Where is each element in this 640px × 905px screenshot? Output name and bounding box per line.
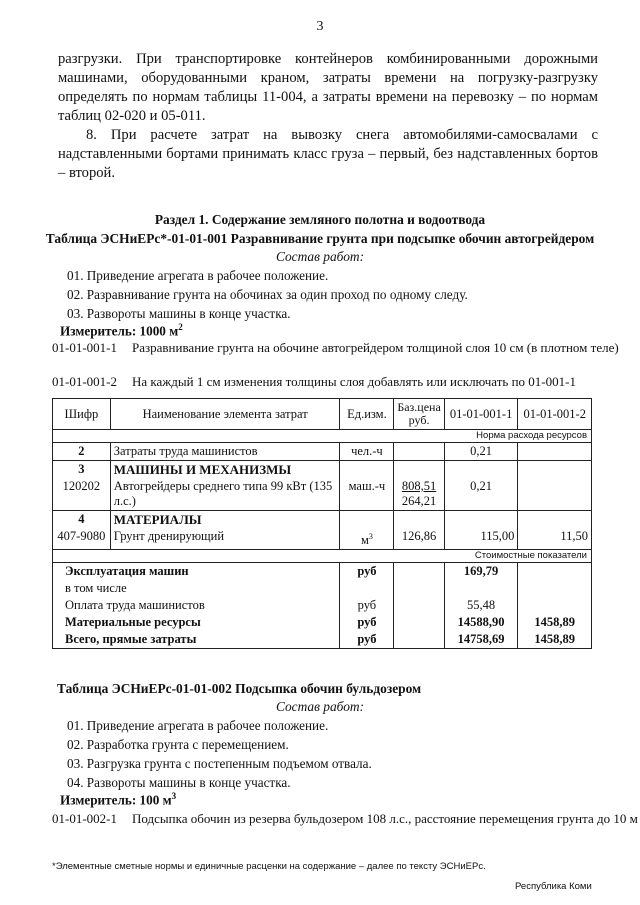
cell xyxy=(518,597,592,614)
header-col1: 01-01-001-1 xyxy=(444,399,518,430)
cell xyxy=(444,580,518,597)
table2-measure xyxy=(60,791,176,808)
cell: маш.-ч xyxy=(340,478,394,511)
list-item: 02. Разравнивание грунта на обочинах за один проход по одному следу. xyxy=(67,287,468,302)
cell xyxy=(394,461,444,479)
cell xyxy=(394,597,444,614)
cell xyxy=(394,614,444,631)
cell xyxy=(394,631,444,649)
cell: Всего, прямые затраты xyxy=(53,631,340,649)
cell: 3 xyxy=(53,461,111,479)
cell xyxy=(394,580,444,597)
cell xyxy=(518,478,592,511)
footnote: *Элементные сметные нормы и единичные расценки на содержание – далее по тексту ЭСНиЕРс. xyxy=(52,861,486,872)
table-row xyxy=(53,597,592,614)
cell xyxy=(518,563,592,581)
cell: 14588,90 xyxy=(444,614,518,631)
code-text: Подсыпка обочин из резерва бульдозером 108 л.с., расстояние перемещения грунта до 10 м xyxy=(132,811,638,826)
table-row xyxy=(53,478,592,511)
cell: 169,79 xyxy=(444,563,518,581)
header-unit: Ед.изм. xyxy=(340,399,394,430)
norm-note-row xyxy=(53,430,592,443)
unit-sup: 3 xyxy=(368,532,373,541)
measure-label: Измеритель: 1000 м xyxy=(60,323,179,339)
cell: Затраты труда машинистов xyxy=(110,443,340,461)
table-row xyxy=(53,461,592,479)
table-header-row xyxy=(53,399,592,430)
page-number: 3 xyxy=(316,19,324,34)
cell: Оплата труда машинистов xyxy=(53,597,340,614)
table-row xyxy=(53,511,592,529)
list-item: 04. Развороты машины в конце участка. xyxy=(67,775,291,790)
cell: Эксплуатация машин xyxy=(53,563,340,581)
header-code: Шифр xyxy=(53,399,111,430)
cell: 407-9080 xyxy=(53,528,111,550)
code: 01-01-002-1 xyxy=(52,811,117,826)
cell: руб xyxy=(340,563,394,581)
intro-paragraph-1: разгрузки. При транспортировке контейнеров комбинированными дорожными машинами, оборудованными краном, затраты времени на погрузку-разгрузку определять по нормам таблицы 11-004, а затраты времени на перевозку – по нормам таблиц 02-020 и 05-011. xyxy=(58,51,598,124)
price-b: 264,21 xyxy=(401,494,437,508)
header-col2: 01-01-001-2 xyxy=(518,399,592,430)
cell: чел.-ч xyxy=(340,443,394,461)
cell: МАШИНЫ И МЕХАНИЗМЫ xyxy=(110,461,340,479)
cell: 0,21 xyxy=(444,443,518,461)
cell xyxy=(444,461,518,479)
table1-code-row-1 xyxy=(52,340,640,356)
list-item: 03. Развороты машины в конце участка. xyxy=(67,306,291,321)
norm-note: Норма расхода ресурсов xyxy=(53,430,592,443)
cell xyxy=(394,478,444,511)
table1-code-row-2 xyxy=(52,374,640,390)
cell xyxy=(340,511,394,529)
code-text: На каждый 1 см изменения толщины слоя добавлять или исключать по 01-001-1 xyxy=(132,374,576,389)
code: 01-01-001-1 xyxy=(52,340,117,355)
cell: 11,50 xyxy=(518,528,592,550)
table-row xyxy=(53,614,592,631)
table2-code-row-1 xyxy=(52,811,640,827)
table-row xyxy=(53,580,592,597)
cell: руб xyxy=(340,597,394,614)
cell: 126,86 xyxy=(394,528,444,550)
cell xyxy=(394,443,444,461)
table2-works-title: Состав работ: xyxy=(275,699,365,714)
cell: Материальные ресурсы xyxy=(53,614,340,631)
cell xyxy=(340,461,394,479)
cell: 2 xyxy=(53,443,111,461)
cell: МАТЕРИАЛЫ xyxy=(110,511,340,529)
cell: 1458,89 xyxy=(518,614,592,631)
list-item: 01. Приведение агрегата в рабочее положение. xyxy=(67,268,329,283)
table-row xyxy=(53,443,592,461)
cell: Автогрейдеры среднего типа 99 кВт (135 л.с.) xyxy=(110,478,340,511)
cell xyxy=(518,461,592,479)
intro-text xyxy=(58,50,598,183)
cell xyxy=(444,511,518,529)
header-name: Наименование элемента затрат xyxy=(110,399,340,430)
table-row xyxy=(53,563,592,581)
cell: 4 xyxy=(53,511,111,529)
cell: 0,21 xyxy=(444,478,518,511)
cell: 115,00 xyxy=(444,528,518,550)
cost-note: Стоимостные показатели xyxy=(53,550,592,563)
table-row xyxy=(53,528,592,550)
table1-measure xyxy=(60,322,183,339)
intro-paragraph-2: 8. При расчете затрат на вывозку снега автомобилями-самосвалами с надставленными бортами принимать класс груза – первый, без надставленных бортов – второй. xyxy=(58,127,598,181)
list-item: 03. Разгрузка грунта с постепенным подъемом отвала. xyxy=(67,756,372,771)
cell xyxy=(518,580,592,597)
unit-text: м xyxy=(360,533,369,548)
cell xyxy=(518,511,592,529)
cell: 14758,69 xyxy=(444,631,518,649)
cell: руб xyxy=(340,631,394,649)
cell xyxy=(518,443,592,461)
resource-table xyxy=(52,398,592,649)
table1-title: Таблица ЭСНиЕРс*-01-01-001 Разравнивание грунта при подсыпке обочин автогрейдером xyxy=(45,231,595,246)
code-text: Разравнивание грунта на обочине автогрейдером толщиной слоя 10 см (в плотном теле) xyxy=(132,340,619,355)
header-price: Баз.цена руб. xyxy=(394,399,444,430)
cell: Грунт дренирующий xyxy=(110,528,340,550)
cell: 1458,89 xyxy=(518,631,592,649)
measure-sup: 3 xyxy=(171,791,177,801)
table-row xyxy=(53,631,592,649)
cell xyxy=(340,580,394,597)
cell: руб xyxy=(340,614,394,631)
region-label: Республика Коми xyxy=(515,881,592,892)
section-title: Раздел 1. Содержание земляного полотна и водоотвода xyxy=(154,212,486,227)
table2-works-list xyxy=(67,716,372,792)
table1-works-list xyxy=(67,266,468,323)
cell: 55,48 xyxy=(444,597,518,614)
cell xyxy=(394,563,444,581)
table1-works-title: Состав работ: xyxy=(275,249,365,264)
price-a: 808,51 xyxy=(401,479,437,493)
cost-note-row xyxy=(53,550,592,563)
code: 01-01-001-2 xyxy=(52,374,117,389)
cell: в том числе xyxy=(53,580,340,597)
measure-label: Измеритель: 100 м xyxy=(60,792,172,808)
cell xyxy=(394,511,444,529)
list-item: 01. Приведение агрегата в рабочее положение. xyxy=(67,718,329,733)
measure-sup: 2 xyxy=(178,322,183,332)
cell xyxy=(340,528,394,550)
cell: 120202 xyxy=(53,478,111,511)
table2-title: Таблица ЭСНиЕРс-01-01-002 Подсыпка обочин бульдозером xyxy=(57,681,422,696)
list-item: 02. Разработка грунта с перемещением. xyxy=(67,737,289,752)
